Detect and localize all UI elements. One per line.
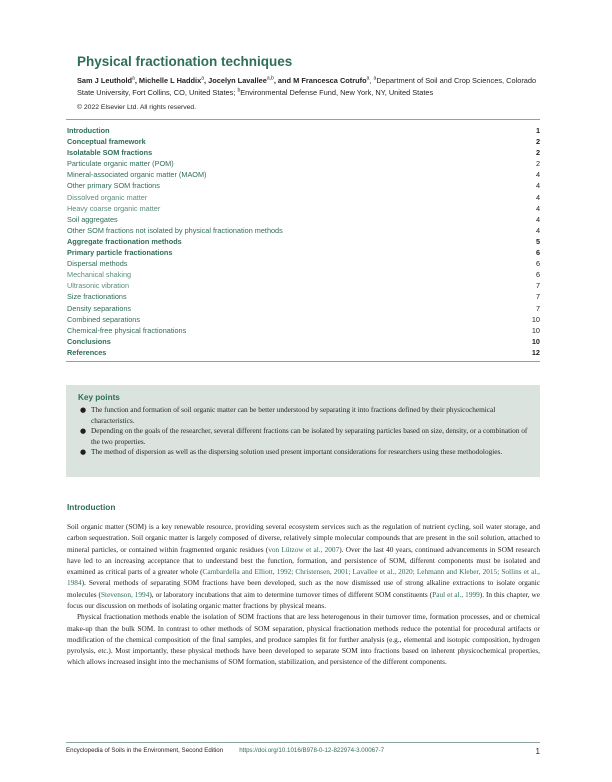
bullet-icon: ● xyxy=(80,448,87,456)
toc-entry-page: 4 xyxy=(535,192,540,202)
toc-entry[interactable] xyxy=(67,169,540,180)
divider xyxy=(66,119,540,120)
affiliation-text: Department of Soil and Crop Sciences, Colorado State University, Fort Collins, CO, United States; xyxy=(77,76,537,97)
affiliation-mark: b xyxy=(237,87,241,94)
footer-doi-link[interactable]: https://doi.org/10.1016/B978-0-12-822974-3.00067-7 xyxy=(239,747,385,754)
page-number: 1 xyxy=(535,747,540,756)
toc-entry-label: Aggregate fractionation methods xyxy=(67,236,182,246)
toc-entry[interactable] xyxy=(67,280,540,291)
article-title: Physical fractionation techniques xyxy=(77,54,293,69)
table-of-contents xyxy=(67,125,540,358)
toc-entry-page: 10 xyxy=(531,325,540,335)
toc-entry-label: Conclusions xyxy=(67,336,111,346)
paragraph: Soil organic matter (SOM) is a key renewable resource, providing several ecosystem services such as the regulation of nutrient cycling, soil water storage, and carbon sequestration. Soil organic matter is largely composed of diverse, relatively simple molecular compounds that are present in the soil solution, attached to mineral particles, or contained within fragmented organic residues (von Lützow et al., 2007). Over the last 40 years, continued advancements in SOM research have led to an increasing acceptance that to understand best the function, formation, and persistence of SOM, different components must be isolated and examined as critical parts of a greater whole (Cambardella and Elliott, 1992; Christensen, 2001; Lavallee et al., 2020; Lehmann and Kleber, 2015; Sollins et al., 1984). Several methods of separating SOM fractions have been developed, such as the now dismissed use of strong alkaline extractions to isolate organic molecules (Stevenson, 1994), or laboratory incubations that aim to determine turnover times of different SOM constituents (Paul et al., 1999). In this chapter, we focus our discussion on methods of isolating organic matter fractions by physical means. xyxy=(67,522,540,610)
author-affiliation-mark: a,b xyxy=(266,75,274,82)
toc-entry[interactable] xyxy=(67,247,540,258)
toc-entry[interactable] xyxy=(67,236,540,247)
toc-entry-label: Dispersal methods xyxy=(67,259,128,269)
bullet-icon: ● xyxy=(80,427,87,435)
toc-entry[interactable] xyxy=(67,269,540,280)
key-point-text: Depending on the goals of the researcher, several different fractions can be isolated by separating particles based on size, density, or a combination of the two properties. xyxy=(91,426,528,446)
affiliation-text: Environmental Defense Fund, New York, NY, United States xyxy=(240,88,434,97)
key-points-title: Key points xyxy=(78,393,120,402)
page-footer xyxy=(66,747,540,756)
author-name: Jocelyn Lavallee xyxy=(208,76,267,85)
toc-entry[interactable] xyxy=(67,180,540,191)
toc-entry-label: Density separations xyxy=(67,303,132,313)
key-point-item xyxy=(78,447,536,458)
toc-entry-page: 4 xyxy=(535,225,540,235)
bullet-icon: ● xyxy=(80,406,87,414)
toc-entry-page: 6 xyxy=(535,270,540,280)
toc-entry-label: Particulate organic matter (POM) xyxy=(67,159,174,169)
toc-entry-page: 7 xyxy=(535,281,540,291)
section-heading-introduction: Introduction xyxy=(67,502,116,512)
copyright-notice: © 2022 Elsevier Ltd. All rights reserved. xyxy=(77,104,197,111)
toc-entry-label: Mechanical shaking xyxy=(67,270,132,280)
toc-entry[interactable] xyxy=(67,325,540,336)
toc-entry-label: Isolatable SOM fractions xyxy=(67,148,153,158)
toc-entry-page: 4 xyxy=(535,170,540,180)
toc-entry-label: Soil aggregates xyxy=(67,214,118,224)
affiliation-mark: a xyxy=(373,75,377,82)
paragraph: Physical fractionation methods enable the isolation of SOM fractions that are less heterogenous in their turnover time, formation processes, and or chemical make-up than the bulk SOM. In contrast to other methods of SOM separation, physical fractionation methods reduce the potential for procedural artifacts or modification of the chemical composition of the final samples, and produce samples fit for further analysis (e.g., elemental and isotopic composition, hydrogen pyrolysis, etc.). Most importantly, these physical methods have been developed to separate SOM into fractions based on inherent physicochemical properties, which allows increased insight into the mechanisms of SOM formation, stabilization, and persistence of the different components. xyxy=(67,612,540,667)
introduction-body xyxy=(67,521,540,668)
toc-entry[interactable] xyxy=(67,214,540,225)
author-name: Sam J Leuthold xyxy=(77,76,133,85)
toc-entry[interactable] xyxy=(67,303,540,314)
toc-entry-label: Conceptual framework xyxy=(67,137,146,147)
toc-entry-page: 12 xyxy=(531,347,540,357)
toc-entry[interactable] xyxy=(67,347,540,358)
key-points-box xyxy=(66,385,540,477)
toc-entry-page: 2 xyxy=(535,159,540,169)
toc-entry-page: 10 xyxy=(531,314,540,324)
citation-link[interactable]: Cambardella and Elliott, 1992; Christensen, 2001; Lavallee et al., 2020; Lehmann and Kleber, 2015; Sollins et al., 1984 xyxy=(67,567,540,588)
citation-link[interactable]: Stevenson, 1994 xyxy=(100,589,150,599)
toc-entry-page: 7 xyxy=(535,292,540,302)
toc-entry-page: 5 xyxy=(535,236,540,246)
author-affiliation-mark: a xyxy=(201,75,204,82)
toc-entry-page: 2 xyxy=(535,137,540,147)
toc-entry[interactable] xyxy=(67,158,540,169)
toc-entry[interactable] xyxy=(67,336,540,347)
toc-entry-label: Heavy coarse organic matter xyxy=(67,203,161,213)
toc-entry-page: 2 xyxy=(535,148,540,158)
toc-entry-page: 6 xyxy=(535,248,540,258)
author-affiliation-mark: a xyxy=(366,75,370,82)
toc-entry[interactable] xyxy=(67,225,540,236)
toc-entry-label: Ultrasonic vibration xyxy=(67,281,130,291)
divider xyxy=(66,361,540,362)
key-points-list xyxy=(78,405,530,458)
toc-entry[interactable] xyxy=(67,192,540,203)
toc-entry[interactable] xyxy=(67,125,540,136)
key-point-item xyxy=(78,405,536,426)
toc-entry-label: Size fractionations xyxy=(67,292,127,302)
toc-entry-page: 4 xyxy=(535,181,540,191)
toc-entry-label: Mineral-associated organic matter (MAOM) xyxy=(67,170,207,180)
toc-entry[interactable] xyxy=(67,291,540,302)
toc-entry-label: Combined separations xyxy=(67,314,141,324)
toc-entry-label: Dissolved organic matter xyxy=(67,192,148,202)
toc-entry-label: References xyxy=(67,347,107,357)
footer-divider xyxy=(66,742,540,743)
toc-entry-page: 7 xyxy=(535,303,540,313)
toc-entry-label: Chemical-free physical fractionations xyxy=(67,325,187,335)
footer-journal: Encyclopedia of Soils in the Environment, Second Edition xyxy=(66,747,224,754)
toc-entry-page: 10 xyxy=(531,336,540,346)
toc-entry-label: Other SOM fractions not isolated by physical fractionation methods xyxy=(67,225,283,235)
citation-link[interactable]: von Lützow et al., 2007 xyxy=(268,544,340,554)
author-name: Michelle L Haddix xyxy=(138,76,202,85)
author-block: Sam J Leuthold$^a$, Michelle L Haddix$^a$, Jocelyn Lavallee$^{a,b}$, and M Francesca Cotrufo$^a$, $^a$Department of Soil and Crop Sciences, Colorado State University, Fort Collins, CO, United States; $^b$Environmental Defense Fund, New York, NY, United States xyxy=(77,75,537,97)
toc-entry[interactable] xyxy=(67,314,540,325)
author-name: M Francesca Cotrufo xyxy=(293,76,367,85)
toc-entry-label: Other primary SOM fractions xyxy=(67,181,160,191)
toc-entry-label: Primary particle fractionations xyxy=(67,248,173,258)
key-point-text: The function and formation of soil organic matter can be better understood by separating it into fractions defined by their physicochemical characteristics. xyxy=(91,405,496,425)
toc-entry-page: 4 xyxy=(535,203,540,213)
author-separator: , and xyxy=(273,76,294,85)
toc-entry-page: 6 xyxy=(535,259,540,269)
citation-link[interactable]: Paul et al., 1999 xyxy=(432,589,480,599)
toc-entry[interactable] xyxy=(67,147,540,158)
toc-entry[interactable] xyxy=(67,203,540,214)
toc-entry-label: Introduction xyxy=(67,126,110,135)
toc-entry-page: 4 xyxy=(535,214,540,224)
toc-entry-page: 1 xyxy=(535,126,540,135)
key-point-text: The method of dispersion as well as the dispersing solution used present important considerations for researchers using these methodologies. xyxy=(91,447,503,456)
key-point-item xyxy=(78,426,536,447)
toc-entry[interactable] xyxy=(67,136,540,147)
toc-entry[interactable] xyxy=(67,258,540,269)
author-affiliation-mark: a xyxy=(132,75,135,82)
